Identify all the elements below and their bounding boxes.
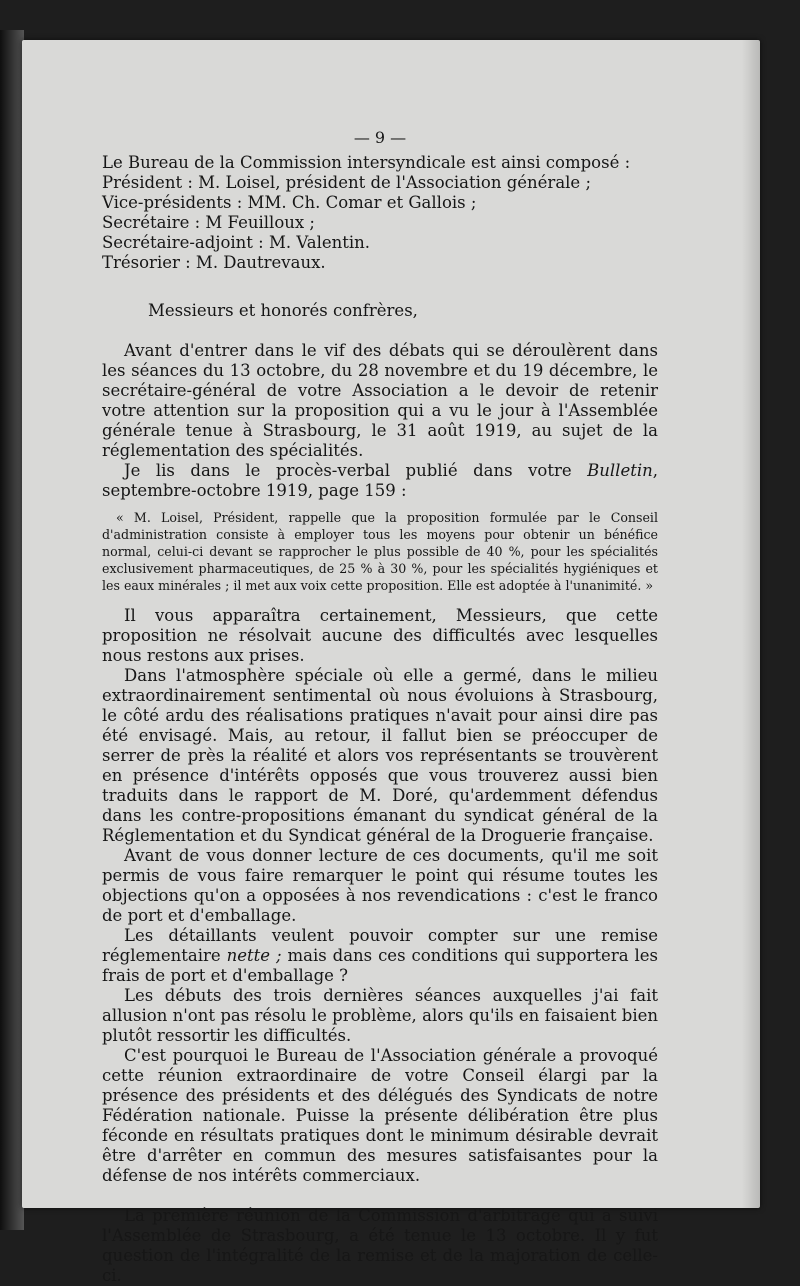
paragraph-6 <box>102 926 658 986</box>
paragraph-9: La première réunion de la Commission d'arbitrage qui a suivi l'Assemblée de Strasbourg, a été tenue le 13 octobre. Il y fut question de l'intégralité de la remise et de la majoration de celle-ci. <box>102 1206 658 1285</box>
page-edge-shadow <box>742 40 760 1208</box>
bureau-member-president: Président : M. Loisel, président de l'Association générale ; <box>102 173 591 192</box>
emphasis-nette: nette ; <box>226 946 282 965</box>
paragraph-2-end: , septembre-octobre 1919, page 159 : <box>102 461 658 500</box>
bulletin-title: Bulletin <box>587 461 653 480</box>
minutes-quotation <box>102 509 658 594</box>
salutation: Messieurs et honorés confrères, <box>148 301 418 320</box>
bureau-member-treasurer: Trésorier : M. Dautrevaux. <box>102 253 326 272</box>
paragraph-2-text: Je lis dans le procès-verbal publié dans votre <box>124 461 588 480</box>
bureau-intro: Le Bureau de la Commission intersyndicale est ainsi composé : <box>102 153 631 172</box>
bureau-member-secretary: Secrétaire : M Feuilloux ; <box>102 213 315 232</box>
paragraph-3: Il vous apparaîtra certainement, Messieurs, que cette proposition ne résolvait aucune des difficultés avec lesquelles nous restons aux prises. <box>102 606 658 665</box>
bureau-member-assistant-secretary: Secrétaire-adjoint : M. Valentin. <box>102 233 371 252</box>
paragraph-6-text: Les détaillants veulent pouvoir compter sur une remise réglementaire <box>102 926 658 965</box>
quote-text: « M. Loisel, Président, rappelle que la proposition formulée par le Conseil d'administration consiste à employer tous les moyens pour obtenir un bénéfice normal, celui-ci devant se rapprocher le plus possible de 40 %, pour les spécialités exclusivement pharmaceutiques, de 25 % à 30 %, pour les spécialités hygiéniques et les eaux minérales ; il met aux voix cette proposition. Elle est adoptée à l'unanimité. » <box>102 510 658 593</box>
bureau-member-vice-presidents: Vice-présidents : MM. Ch. Comar et Gallois ; <box>102 193 477 212</box>
document-page <box>22 40 760 1285</box>
paragraph-7: Les débuts des trois dernières séances auxquelles j'ai fait allusion n'ont pas résolu le problème, alors qu'ils en faisaient bien plutôt ressortir les difficultés. <box>102 986 658 1045</box>
paragraph-6-end: mais dans ces conditions qui supportera les frais de port et d'emballage ? <box>102 946 658 985</box>
paragraph-4: Dans l'atmosphère spéciale où elle a germé, dans le milieu extraordinairement sentimental où nous évoluions à Strasbourg, le côté ardu des réalisations pratiques n'avait pour ainsi dire pas été envisagé. Mais, au retour, il fallut bien se préoccuper de serrer de près la réalité et alors vos représentants se trouvèrent en présence d'intérêts opposés que vous trouverez aussi bien traduits dans le rapport de M. Doré, qu'ardemment défendus dans les contre-propositions émanant du syndicat général de la Réglementation et du Syndicat général de la Droguerie française. <box>102 666 658 845</box>
paragraph-2 <box>102 461 658 501</box>
paragraph-5: Avant de vous donner lecture de ces documents, qu'il me soit permis de vous faire remarquer le point qui résume toutes les objections qu'on a opposées à nos revendications : c'est le franco de port et d'emballage. <box>102 846 658 925</box>
paragraph-8: C'est pourquoi le Bureau de l'Association générale a provoqué cette réunion extraordinaire de votre Conseil élargi par la présence des présidents et des délégués des Syndicats de notre Fédération nationale. Puisse la présente délibération être plus féconde en résultats pratiques dont le minimum désirable devrait être d'arrêter en commun des mesures satisfaisantes pour la défense de nos intérêts commerciaux. <box>102 1046 658 1185</box>
page-text <box>102 128 658 1286</box>
book-binding-edge <box>0 30 24 1230</box>
paragraph-1: Avant d'entrer dans le vif des débats qui se déroulèrent dans les séances du 13 octobre, du 28 novembre et du 19 décembre, le secrétaire-général de votre Association a le devoir de retenir votre attention sur la proposition qui a vu le jour à l'Assemblée générale tenue à Strasbourg, le 31 août 1919, au sujet de la réglementation des spécialités. <box>102 341 658 460</box>
page-number: — 9 — <box>353 128 407 147</box>
